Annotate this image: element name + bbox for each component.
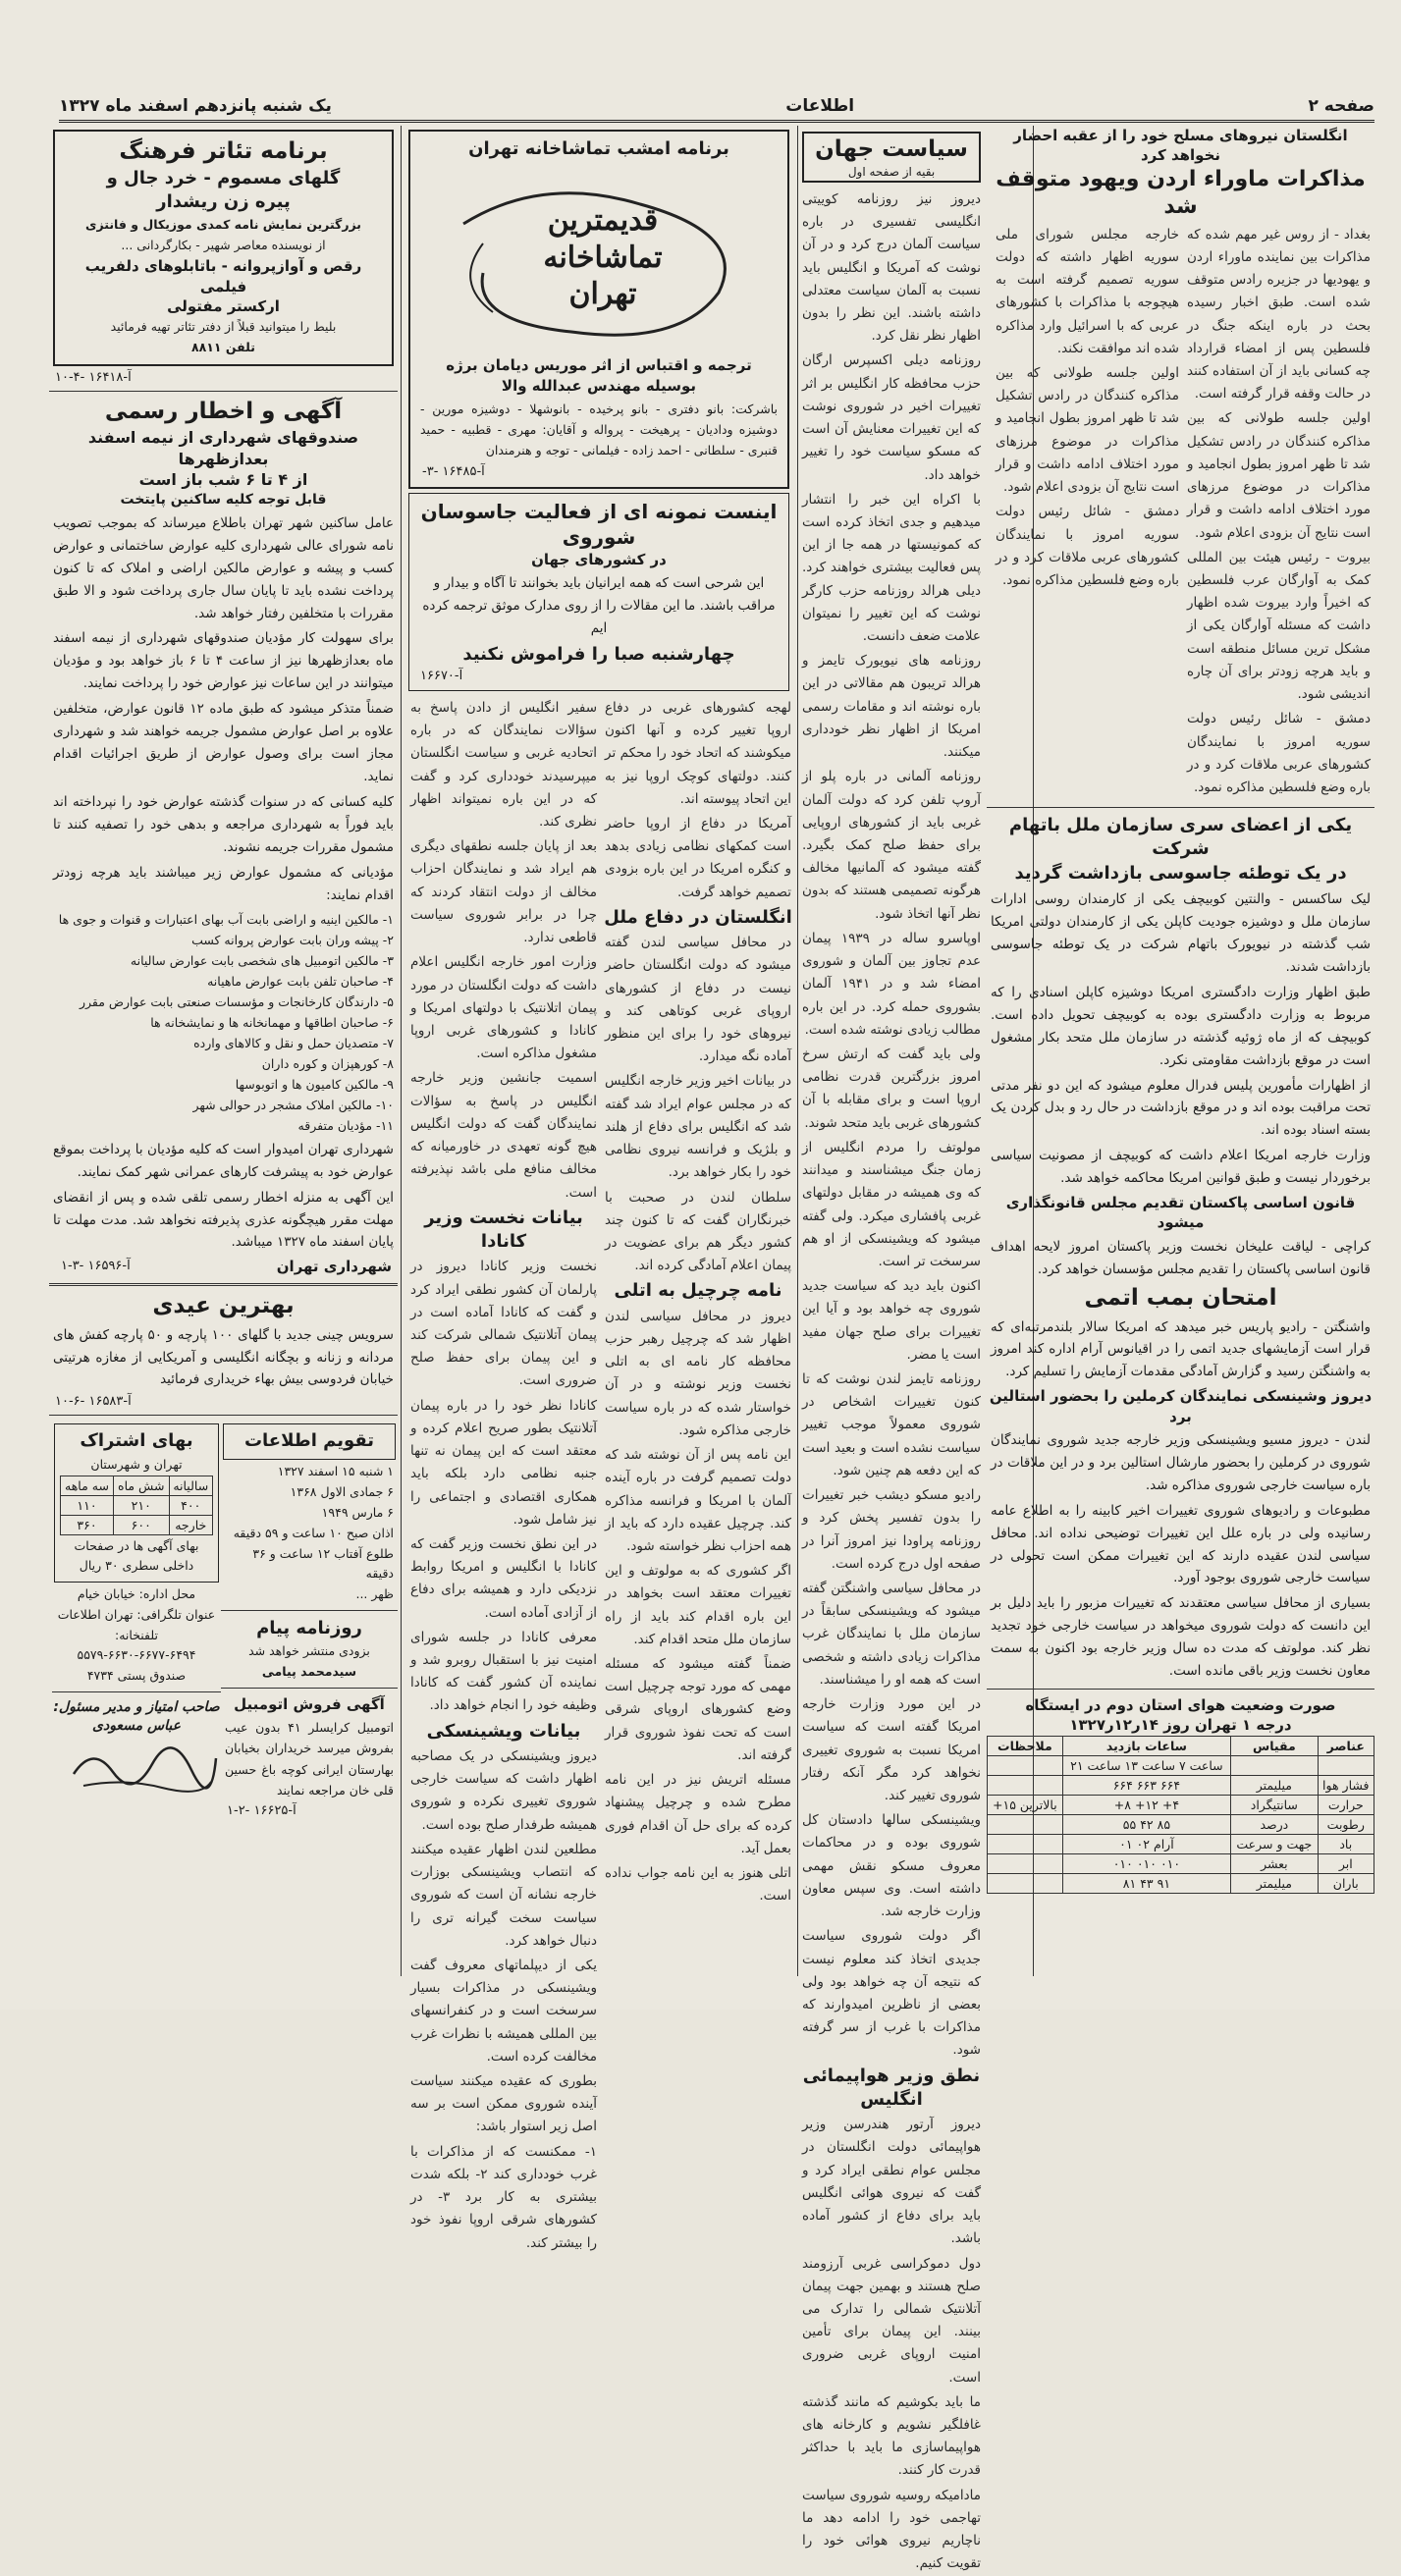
lead-headline-1: انگلستان نیروهای مسلح خود را از عقبه احضار نخواهد کرد <box>1013 127 1348 165</box>
address-line: تلفنخانه: ۶۴۹۴-۶۶۷۷-۶۶۳۰-۵۵۷۹ <box>77 1627 196 1662</box>
world-politics-title: سیاست جهان <box>815 136 968 162</box>
center-headline: بیانات ویشینسکی <box>426 1720 581 1742</box>
table-row <box>61 1495 213 1515</box>
center-headline: نامه چرچیل به اتلی <box>614 1280 782 1302</box>
calendar-row: طلوع آفتاب ۱۲ ساعت و ۳۶ دقیقه <box>252 1545 394 1581</box>
list-item: ۶- صاحبان اطاقها و مهمانخانه ها و نمایشخانه ها <box>150 1014 394 1030</box>
list-item: ۸- کورهپزان و کوره داران <box>261 1055 394 1071</box>
notice-paragraph: ضمناً متذکر میشود که طبق ماده ۱۲ قانون عوارض، متخلفین علاوه بر اصل عوارض مشمول جریمه خواهند شد و شهرداری مجاز است برای وصول عوارض از طریق اجرائیات اقدام نماید. <box>53 701 394 785</box>
owner-line: صاحب امتیاز و مدیر مسئول: عباس مسعودی <box>53 1698 220 1734</box>
article-paragraph: اولین جلسه طولانی که بین مذاکره کنندگان در رادس تشکیل شد تا ظهر امروز بطول انجامید و مذاکرات در موضوع مرزهای مورد اختلاف ادامه داشت و قرار است نتایج آن بزودی اعلام شود. <box>1187 410 1371 541</box>
play-translator: بوسیله مهندس عبدالله والا <box>501 376 697 395</box>
theater-title: برنامه امشب تماشاخانه تهران <box>468 138 729 159</box>
atom-headline: امتحان بمب اتمی <box>1084 1284 1277 1311</box>
table-cell <box>988 1834 1063 1853</box>
article-paragraph: با اکراه این خبر را انتشار میدهیم و جدی اتخاذ کرده است که کمونیستها در همه جا از این پس فعالیت بیشتری خواهند کرد. دیلی هرالد روزنامه حزب کارگر نوشت که این تغییر را نمیتوان علامت ضعف دانست. <box>802 491 981 645</box>
subscription-table <box>60 1476 213 1535</box>
article-paragraph: بسیاری از محافل سیاسی معتقدند که تغییرات مزبور را باید دلیل بر این دانست که دولت شوروی میخواهد در سیاست خارجی خود تجدید نظر کند. مولوتف که مدت ده سال وزیر خارجه بود اکنون به سمت معاون نخست وزیر باقی مانده است. <box>991 1595 1371 1680</box>
article-paragraph: لیک ساکسس - والنتین کوبیچف یکی از کارمندان روسی ادارات سازمان ملل و دوشیزه جودیت کاپلن یکی از کارمندان دولتی امریکا شب گذشته در نیویورک باتهام شرکت در یک توطئه جاسوسی بازداشت شدند. <box>991 891 1371 975</box>
world-politics-subtitle: بقیه از صفحه اول <box>847 164 936 179</box>
weather-table <box>987 1736 1374 1894</box>
table-cell: میلیمتر <box>1231 1873 1318 1893</box>
list-item: ۴- صاحبان تلفن بابت عوارض ماهیانه <box>207 973 394 989</box>
notice-subtitle: قابل توجه کلیه ساکنین پایتخت <box>120 491 327 508</box>
calendar-row: ۱ شنبه ۱۵ اسفند ۱۳۲۷ <box>277 1463 394 1478</box>
article-paragraph: ماداميكه روسيه شوروی سياست تهاجمی خود را ادامه دهد ما ناچاريم نيروی هوائی خود را تقويت كنيم. <box>802 2487 981 2572</box>
table-header: ساعات بازدید <box>1062 1736 1230 1755</box>
table-cell: ۴۰۰ <box>169 1495 213 1515</box>
article-paragraph: سلطان لندن در صحبت با خبرنگاران گفت که تا کنون چند کشور دیگر هم برای عضویت در پیمان اعلام آمادگی کرده اند. <box>605 1189 791 1274</box>
article-paragraph: این نامه پس از آن نوشته شد که دولت تصمیم گرفت در باره آینده آلمان با امریکا و فرانسه مذاکره کند. چرچیل عقیده دارد که باید از همه احزاب نظر خواسته شود. <box>605 1447 791 1554</box>
vishinsky-headline: دیروز وشینسکی نمایندگان کرملین را بحضور استالین برد <box>989 1387 1373 1425</box>
article-paragraph: دیروز نیز روزنامه کوییتی انگلیسی تفسیری در باره سیاست آلمان درج کرد و در آن نوشت که آمریکا و انگلیس باید نسبت به آلمان سیاست معتدلی داشته باشند. این نظر را بدون اظهار نظر نقل کرد. <box>802 190 981 345</box>
center-headline: بیانات نخست وزیر کانادا <box>424 1207 583 1253</box>
table-cell: خارجه <box>169 1515 213 1534</box>
column-right <box>987 126 1374 1981</box>
ad-ref: آ-۱۶۵۸۳ -۶-۱۰ <box>55 1394 132 1410</box>
spy-subheadline: در کشورهای جهان <box>531 550 667 568</box>
table-cell <box>988 1873 1063 1893</box>
theater-logo <box>416 165 781 351</box>
notice-paragraph: این آگهی به منزله اخطار رسمی تلقی شده و پس از انقضای مهلت مقرر هیچگونه عذری پذیرفته نخواهد شد. مدت مهلت تا پایان اسفند ماه ۱۳۲۷ میباشد. <box>53 1189 394 1251</box>
payam-sign: سیدمحمد پیامی <box>261 1663 357 1679</box>
table-cell: ۱۱۰ <box>61 1495 114 1515</box>
table-cell <box>988 1775 1063 1795</box>
ad-ref: آ-۱۶۴۸۵ -۳- <box>422 463 485 479</box>
spy-series-promo <box>408 493 789 691</box>
address-line: عنوان تلگرافی: تهران اطلاعات <box>57 1606 216 1622</box>
article-paragraph: روزنامه آلمانی در باره پلو از آروپ تلفن کرد که دولت آلمان غربی باید از کشورهای اروپایی برای حفظ صلح کمک بگیرد. گفته میشود که آلمانیها مخالف هرگونه تصمیمی هستند که بدون نظر آنها اتخاذ شود. <box>802 769 981 922</box>
calendar-row: ۶ جمادی الاول ۱۳۶۸ <box>290 1483 394 1499</box>
notice-list <box>49 910 398 1136</box>
table-cell: ۶۰۰ <box>113 1515 169 1534</box>
column-rule <box>401 126 402 1976</box>
article-paragraph: در بیانات اخیر وزیر خارجه انگلیس که در مجلس عوام ایراد شد گفته شد که انگلیس برای دفاع از هلند و بلژیک و فرانسه نیروی نظامی خود را بکار خواهد برد. <box>605 1073 791 1181</box>
notice-title: آگهی و اخطار رسمی <box>104 399 343 425</box>
lead-headline-2: مذاکرات ماوراء اردن ویهود متوقف شد <box>996 166 1366 220</box>
table-cell: شش ماه <box>113 1476 169 1495</box>
address-line: محل اداره: خیابان خیام <box>77 1585 196 1601</box>
table-cell: بعشر <box>1231 1853 1318 1873</box>
ad-line: ارکستر مفتولی <box>167 296 280 315</box>
calendar-row: ۶ مارس ۱۹۴۹ <box>321 1504 394 1520</box>
ad-ref: آ-۱۶۴۱۸ -۴-۱۰ <box>55 370 132 386</box>
article-paragraph: بیروت - رئیس هیئت بین المللی کمک به آوارگان عرب فلسطین که اخیراً وارد بیروت شده اظهار داشت که مسئله آوارگان یکی از مشکل ترین مسائل منطقه است و باید هرچه زودتر برای آن چاره اندیشی شود. <box>1187 549 1371 703</box>
list-item: ۵- دارندگان کارخانجات و مؤسسات صنعتی بابت عوارض مقرر <box>79 993 394 1009</box>
spy-promo-text: این شرحی است که همه ایرانیان باید بخوانند تا آگاه و بیدار و مراقب باشند. ما این مقالات را از روی مدارک موثق ترجمه کرده ایم <box>422 574 776 636</box>
payam-text: بزودی منتشر خواهد شد <box>248 1642 370 1658</box>
article-paragraph: اوپاسرو ساله در ۱۹۳۹ پیمان عدم تجاوز بین آلمان و شوروی امضاء شد و در ۱۹۴۱ آلمان بشوروی حمله کرد. در این باره مطالب زیادی نوشته شده است. <box>802 930 981 1038</box>
article-paragraph: کانادا نظر خود را در باره پیمان آتلانتیک بطور صریح اعلام کرده و معتقد است که این پیمان نه تنها جنبه نظامی دارد بلکه باید همکاری اقتصادی و اجتماعی را نیز شامل شود. <box>410 1397 597 1528</box>
list-item: ۹- مالکین کامیون ها و اتوبوسها <box>235 1076 394 1092</box>
article-paragraph: اگر دولت شوروی سیاست جدیدی اتخاذ کند معلوم نیست که نتیجه آن چه خواهد بود ولی بعضی از ناظرین امیدوارند که مذاکرات با غرب از سر گرفته شود. <box>802 1928 981 2059</box>
notice-paragraph: کلیه کسانی که در سنوات گذشته عوارض خود را نپرداخته اند باید فوراً به شهرداری مراجعه و بدهی خود را تصفیه کنند تا مشمول مقررات جریمه نشوند. <box>53 794 394 855</box>
spy-headline: اینست نمونه ای از فعالیت جاسوسان شوروی <box>420 499 778 549</box>
table-cell <box>988 1853 1063 1873</box>
ad-line: از نویسنده معاصر شهیر - بکارگردانی ... <box>121 238 326 253</box>
list-item: ۱۰- مالکین املاک مشجر در حوالی شهر <box>192 1097 394 1112</box>
article-paragraph: نخست وزیر کانادا دیروز در پارلمان آن کشور نطقی ایراد کرد و گفت که کانادا آماده است در پیمان آتلانتیک شمالی شرکت کند و این پیمان برای حفظ صلح ضروری است. <box>410 1259 597 1389</box>
list-item: ۲- پیشه وران بابت عوارض پروانه کسب <box>191 932 394 947</box>
calendar-box <box>221 1422 398 1820</box>
page-number: صفحه ۲ <box>1308 96 1374 116</box>
paper-name: اطلاعات <box>785 96 855 116</box>
table-cell: سالیانه <box>169 1476 213 1495</box>
ad-line: رقص و آوازپروانه - باتابلوهای دلفریب فیلمی <box>84 257 362 295</box>
table-cell: ۳۶۰ <box>61 1515 114 1534</box>
article-paragraph: وزارت امور خارجه انگلیس اعلام داشت که دولت انگلستان در مورد پیمان اتلانتیک با دولتهای امریکا و کانادا و کشورهای غربی اروپا مشغول مذاکره است. <box>410 954 597 1062</box>
ad-title: برنامه تئاتر فرهنگ <box>119 138 328 164</box>
table-row <box>988 1853 1374 1873</box>
article-paragraph: ویشینسکی سالها دادستان کل شوروی بوده و در محاکمات معروف مسکو نقش مهمی داشته است. وی سپس معاون وزارت خارجه شد. <box>802 1812 981 1920</box>
table-cell: رطوبت <box>1318 1814 1374 1834</box>
car-sale-text: اتومبیل کرایسلر ۴۱ بدون عیب بفروش میرسد خریداران بخیابان بهارستان ایرانی کوچه باغ حسین قلی خان مراجعه نمایند <box>225 1720 394 1798</box>
weather-headline-2: درجه ۱ تهران روز ۱۴ر۱۲ر۱۳۲۷ <box>1069 1716 1292 1735</box>
table-cell: ۸۵ ۴۲ ۵۵ <box>1062 1814 1230 1834</box>
article-paragraph: دیروز ویشینسکی در یک مصاحبه اظهار داشت که سیاست خارجی شوروی تغییری نکرده و شوروی همیشه طرفدار صلح بوده است. <box>410 1747 597 1833</box>
ad-line: بلیط را میتوانید قبلاً از دفتر تئاتر تهیه فرمائید <box>110 319 337 335</box>
article-paragraph: واشنگتن - رادیو پاریس خبر میدهد که امریکا سالار بلندمرتبه‌ای که قرار است آزمایشهای جدید اتمی را در اقیانوس آرام اداره کند امروز به واشنگتن رسید و گزارش آمادگی مقدمات آزمایش را تسلیم کرد. <box>991 1318 1371 1380</box>
article-paragraph: اتلی هنوز به این نامه جواب نداده است. <box>605 1865 791 1905</box>
table-cell: باد <box>1318 1834 1374 1853</box>
column-center <box>403 126 795 2251</box>
center-subcolumn-left <box>406 695 601 2257</box>
article-paragraph: کراچی - لیاقت علیخان نخست وزیر پاکستان امروز لایحه اهداف قانون اساسی پاکستان را تقدیم مجلس مؤسسان خواهد کرد. <box>991 1238 1371 1277</box>
spy-promo-date: چهارشنبه صبا را فراموش نکنید <box>462 643 735 665</box>
article-paragraph: مطلعین لندن اظهار عقیده میکنند که انتصاب ویشینسکی بوزارت خارجه نشانه آن است که شوروی سیاست سخت گیرانه تری را دنبال خواهد کرد. <box>410 1841 597 1949</box>
table-cell: ابر <box>1318 1853 1374 1873</box>
table-cell: باران <box>1318 1873 1374 1893</box>
handwritten-signature <box>64 1735 221 1794</box>
notice-paragraph: عامل ساکنین شهر تهران باطلاع میرساند که بموجب تصویب نامه شورای عالی شهرداری کلیه عوارض ساختمانی و عوارض کسب و پیشه و عوارض مالکین اراضی و املاک که تا کنون پرداخت نشده باید تا پایان سال جاری پرداخت شود و الا طبق مقررات با متخلفین رفتار خواهد شد. <box>53 514 394 621</box>
ad-ref: آ-۱۶۵۹۶ -۳-۱ <box>61 1259 131 1274</box>
table-header: مقیاس <box>1231 1736 1318 1755</box>
article-paragraph: در محافل سیاسی واشنگتن گفته میشود که ویشینسکی سابقاً در سازمان ملل با نمایندگان غرب مذاکرات زیادی داشته و شخصی است که همه او را میشناسند. <box>802 1581 981 1688</box>
address-line: صندوق پستی ۴۷۳۴ <box>86 1667 187 1683</box>
table-cell: فشار هوا <box>1318 1775 1374 1795</box>
theater-ad <box>408 130 789 489</box>
article-paragraph: سفیر انگلیس از دادن پاسخ به سؤالات نمایندگان که در باره اتحادیه غربی و سیاست انگلستان میپرسیدند خودداری کرد و گفت که در این باره نمیتواند اظهار نظری کند. <box>410 699 597 830</box>
table-header: عناصر <box>1318 1736 1374 1755</box>
theater-logo-line2: تماشاخانه <box>543 240 663 275</box>
subscription-title: بهای اشتراک <box>80 1430 193 1452</box>
article-paragraph: خارجه مجلس شورای ملی سوریه اظهار داشته که دولت سوریه تصمیم گرفته است به هیچوجه با مذاکرات با کشورهای عربی که با اسرائیل وارد مذاکره شده اند موافقت نکند. <box>996 226 1179 356</box>
farhang-theater-ad <box>53 130 394 366</box>
list-item: ۱۱- مؤدیان متفرقه <box>297 1117 394 1133</box>
article-paragraph: در این مورد وزارت خارجه امریکا گفته است که سیاست امریکا نسبت به شوروی تغییری نخواهد کرد مگر آنکه رفتار شوروی تغییر کند. <box>802 1696 981 1803</box>
article-paragraph: مطبوعات و رادیوهای شوروی تغییرات اخیر کابینه را به اطلاع عامه رسانیده ولی در باره علل این تغییرات توضیحی نداده اند. محافل سیاسی لندن عقیده دارند که این تغییرات ممکن است تحولی در سیاست خارجی شوروی بوجود آورد. <box>991 1502 1371 1586</box>
article-paragraph: روزنامه تایمز لندن نوشت که تا کنون تغییرات اشخاص در شوروی معمولاً موجب تغییر سیاست نشده است و بعید است که این دفعه هم چنین شود. <box>802 1371 981 1478</box>
article-paragraph: روزنامه های نیویورک تایمز و هرالد تریبون هم مقالاتی در این باره نوشته اند و مقامات رسمی امریکا از اظهار نظر خودداری میکنند. <box>802 653 981 761</box>
notice-signature: شهرداری تهران <box>276 1258 392 1276</box>
article-paragraph: دول دموکراسی غربی آرزومند صلح هستند و بهمین جهت پیمان آتلانتیک شمالی را تدارک می بینند. این پیمان برای تأمین امنیت اروپای غربی ضروری است. <box>802 2255 981 2386</box>
pakistan-headline: قانون اساسی پاکستان تقدیم مجلس قانونگذاری میشود <box>1005 1194 1356 1232</box>
article-paragraph: بغداد - از روس غیر مهم شده که مذاکرات بین نماینده ماوراء اردن و یهودیها در جزیره رادس متوقف شده است. طبق اخبار رسیده بحث در باره اینکه جنگ در فلسطین پس از امضاء قرارداد چه کسانی باید از آن استفاده کنند در حالت وقفه قرار گرفته است. <box>1187 226 1371 402</box>
table-cell: سانتیگراد <box>1231 1795 1318 1814</box>
list-item: ۱- مالکین اینیه و اراضی بابت آب بهای اعتبارات و قنوات و جوی ها <box>58 911 394 927</box>
column-left <box>49 126 398 1981</box>
play-credit: ترجمه و اقتباس از اثر موریس دیامان برژه <box>446 356 752 375</box>
theater-logo-line3: تهران <box>568 277 637 312</box>
ad-ref: آ-۱۶۶۷۰ <box>420 668 463 683</box>
article-paragraph: دیروز در محافل سیاسی لندن اظهار شد که چرچیل رهبر حزب محافظه کار نامه ای به اتلی نخست وزیر نوشته و در آن خواستار شده که در باره سیاست خارجی مذاکره شود. <box>605 1308 791 1438</box>
car-sale-title: آگهی فروش اتومبیل <box>234 1694 385 1713</box>
article-paragraph: در این نطق نخست وزیر گفت که کانادا با انگلیس و امریکا روابط نزدیکی دارد و همیشه برای دفاع از آزادی آماده است. <box>410 1535 597 1621</box>
article-paragraph: بطوری که عقیده میکنند سیاست آینده شوروی ممکن است بر سه اصل زیر استوار باشد: <box>410 2073 597 2135</box>
article-paragraph: طبق اظهار وزارت دادگستری امریکا دوشیزه کاپلن اسنادی را که مربوط به وزارت دادگستری بوده به کوبیچف تحویل داده است. کوبیچف که از ماه ژوئیه گذشته در سازمان ملل متحد بکار مشغول است در موقع بازداشت مقاومتی نکرد. <box>991 984 1371 1068</box>
table-row <box>988 1873 1374 1893</box>
table-cell: ۴+ ۱۲+ ۸+ <box>1062 1795 1230 1814</box>
subscription-box <box>52 1422 221 1820</box>
ad-ref: آ-۱۶۶۲۵ -۲-۱ <box>227 1803 296 1819</box>
article-paragraph: دمشق - شائل رئیس دولت سوریه امروز با نمایندگان کشورهای عربی ملاقات کرد و در باره وضع فلسطین مذاکره نمود. <box>1187 711 1371 795</box>
calendar-row: اذان صبح ۱۰ ساعت و ۵۹ دقیقه <box>233 1525 394 1540</box>
article-paragraph: لندن - دیروز مسیو ویشینسکی وزیر خارجه جدید شوروی نمایندگان شوروی در کرملین را بحضور مارشال استالین برد و در این ملاقات در باره سیاست خارجی شوروی مذاکره شد. <box>991 1431 1371 1493</box>
list-item: ۳- مالکین اتومبیل های شخصی بابت عوارض سالیانه <box>130 952 394 968</box>
subscription-note: بهای آگهی ها در صفحات داخلی سطری ۳۰ ریال <box>74 1537 199 1573</box>
notice-subtitle: صندوقهای شهرداری از نیمه اسفند بعدازظهرها <box>87 428 359 468</box>
center-headline: انگلستان در دفاع ملل <box>604 906 792 928</box>
table-row <box>61 1515 213 1534</box>
issue-date: یک شنبه پانزدهم اسفند ماه ۱۳۲۷ <box>59 96 332 116</box>
table-header: ملاحظات <box>988 1736 1063 1755</box>
payam-title: روزنامه پیام <box>256 1617 362 1638</box>
table-row <box>988 1814 1374 1834</box>
subscription-subtitle: تهران و شهرستان <box>90 1456 183 1472</box>
article-paragraph: بعد از پایان جلسه نطقهای دیگری هم ایراد شد و نمایندگان احزاب مخالف از دولت انتقاد کردند که چرا در برابر شوروی سیاست قاطعی ندارد. <box>410 838 597 946</box>
table-cell: ۶۶۴ ۶۶۳ ۶۶۴ <box>1062 1775 1230 1795</box>
article-paragraph: ما باید بکوشیم که مانند گذشته غافلگیر نشویم و کارخانه های هواپیماسازی ما باید با حداکثر قدرت کار کنند. <box>802 2393 981 2479</box>
table-cell: ۰۱۰ ۰۱۰ ۰۱۰ <box>1062 1853 1230 1873</box>
ad-line: پیره زن ریشدار <box>156 191 291 213</box>
article-paragraph: رادیو مسکو دیشب خبر تغییرات را بدون تفسیر پخش کرد و روزنامه پراودا نیز امروز آنرا در صفحه اول درج کرده است. <box>802 1487 981 1572</box>
table-cell: میلیمتر <box>1231 1775 1318 1795</box>
table-row <box>988 1775 1374 1795</box>
table-cell: ۹۱ ۴۳ ۸۱ <box>1062 1873 1230 1893</box>
article-paragraph: لهجه کشورهای غربی در دفاع اروپا تغییر کرده و آنها اکنون میکوشند که اتحاد خود را محکم تر کنند. دولتهای کوچک اروپا نیز به این اتحاد پیوسته اند. <box>605 699 791 807</box>
notice-paragraph: شهرداری تهران امیدوار است که کلیه مؤدیان با پرداخت بموقع عوارض خود به پیشرفت کارهای عمرانی شهر کمک نمایند. <box>53 1141 394 1180</box>
column-world-politics <box>798 126 985 2572</box>
notice-subtitle: از ۴ تا ۶ شب باز است <box>138 470 308 490</box>
article-paragraph: روزنامه دیلی اکسپرس ارگان حزب محافظه کار انگلیس بر اثر تغییرات اخیر در شوروی نوشت که این تغییرات معنایش آن است که مسکو سیاست خود را تغییر خواهد داد. <box>802 352 981 483</box>
calendar-title: تقویم اطلاعات <box>243 1430 375 1452</box>
cast-list: باشرکت: بانو دفتری - بانو پرخیده - بانوشهلا - دوشیزه مورین - دوشیزه وداديان - پرهيخت - پرواله و آقايان: مهری - قطبيه - حميد قنبری - سلطانی - احمد زاده - فیلمانی - توجه و هنرمندان <box>420 401 778 458</box>
calendar-row: ظهر ... <box>355 1585 394 1601</box>
table-cell: بالاترین ۱۵+ <box>988 1795 1063 1814</box>
best-gift-text: سرویس چینی جدید با گلهای ۱۰۰ پارچه و ۵۰ پارچه کفش های مردانه و زنانه و بچگانه انگلیسی و آمریکایی از مغازه هرتیتی خیابان فردوسی بیش بهاء خریداری فرمائید <box>53 1326 394 1388</box>
article-paragraph: از اظهارات مأمورین پلیس فدرال معلوم میشود که این دو نفر مدتی تحت مراقبت بوده اند و در موقع بازداشت در حال رد و بدل کردن یک بسته اسناد بوده اند. <box>991 1077 1371 1139</box>
table-cell: سه ماهه <box>61 1476 114 1495</box>
aviation-headline: نطق وزیر هواپیمائی انگلیس <box>802 2065 981 2110</box>
table-row <box>61 1476 213 1495</box>
center-subcolumn-right <box>601 695 795 2257</box>
article-paragraph: معرفی کانادا در جلسه شورای امنیت نیز با استقبال روبرو شد و نماینده آن کشور گفت که کانادا وظیفه خود را انجام خواهد داد. <box>410 1629 597 1714</box>
notice-paragraph: برای سهولت کار مؤدیان صندوقهای شهرداری از نیمه اسفند ماه بعدازظهرها نیز از ساعت ۴ تا ۶ باز خواهد بود و مؤدیان میتوانند در این ساعات نیز عوارض خود را پرداخت نمایند. <box>53 630 395 692</box>
table-subheader: ساعت ۷ ساعت ۱۳ ساعت ۲۱ <box>1062 1755 1230 1775</box>
table-cell <box>988 1814 1063 1834</box>
article-paragraph: ولی باید گفت که ارتش سرخ امروز بزرگترین قدرت نظامی اروپا است و برای مقابله با آن کشورهای غربی باید متحد شوند. <box>802 1046 981 1131</box>
weather-headline-1: صورت وضعیت هوای استان دوم در ایستگاه <box>1025 1696 1336 1715</box>
table-cell: جهت و سرعت <box>1231 1834 1318 1853</box>
article-paragraph: اولین جلسه طولانی که بین مذاکره کنندگان در رادس تشکیل شد تا ظهر امروز بطول انجامید و مذاکرات در موضوع مرزهای مورد اختلاف ادامه داشت و قرار است نتایج آن بزودی اعلام شود. <box>996 365 1179 496</box>
article-paragraph: آمریکا در دفاع از اروپا حاضر است کمکهای نظامی زیادی بدهد و کنگره امریکا در این باره بزودی تصمیم خواهد گرفت. <box>605 816 791 900</box>
article-paragraph: ۱- ممکنست که از مذاکرات با غرب خودداری کند ۲- بلکه شدت بیشتری به کار برد ۳- در کشورهای شرقی اروپا نفوذ خود را بیشتر کند. <box>410 2143 598 2251</box>
article-paragraph: اسمیت جانشین وزیر خارجه انگلیس در پاسخ به سؤالات نمایندگان گفت که دولت انگلیس هیچ گونه تعهدی در خاورمیانه که مخالف منافع ملی باشد نپذیرفته است. <box>410 1070 597 1201</box>
spy-arrest-headline-1: یکی از اعضای سری سازمان ملل باتهام شرکت <box>1008 815 1353 860</box>
article-paragraph: ضمناً گفته میشود که مسئله مهمی که مورد توجه چرچیل است وضع کشورهای اروپای شرقی است که تحت نفوذ شوروی قرار گرفته اند. <box>605 1656 791 1763</box>
list-item: ۷- متصدیان حمل و نقل و کالاهای وارده <box>193 1035 394 1050</box>
article-paragraph: در محافل سیاسی لندن گفته میشود که دولت انگلستان حاضر نیست در دفاع از کشورهای اروپای غربی کوتاهی کند و نیروهای خود را برای این منظور آماده نگه میدارد. <box>605 935 791 1065</box>
article-paragraph: دیروز آرتور هندرسن وزیر هواپیمائی دولت انگلستان در مجلس عوام نطقی ایراد کرد و گفت که نیروی هوائی انگلیس باید برای دفاع از کشور آماده باشد. <box>802 2117 981 2247</box>
article-paragraph: مولوتف را مردم انگلیس از زمان جنگ میشناسند و میدانند که وی همیشه در مقابل دولتهای غربی پافشاری میکرد. ولی گفته میشود که ویشینسکی از او هم سرسخت تر است. <box>802 1139 981 1269</box>
article-paragraph: اگر کشوری که به مولوتف و این تغییرات معتقد است بخواهد در این باره اقدام کند باید از راه سازمان ملل متحد اقدام کند. <box>605 1563 791 1647</box>
ad-line: بزرگترین نمایش نامه کمدی موزیکال و فانتزی <box>85 217 361 233</box>
table-cell: درصد <box>1231 1814 1318 1834</box>
notice-paragraph: مؤدیانی که مشمول عوارض زیر میباشند باید هرچه زودتر اقدام نمایند: <box>53 864 394 903</box>
table-cell: حرارت <box>1318 1795 1374 1814</box>
masthead <box>59 96 1374 116</box>
table-row <box>988 1795 1374 1814</box>
table-row <box>988 1834 1374 1853</box>
ad-phone: تلفن ۸۸۱۱ <box>191 340 255 355</box>
table-cell: آرام ۰۲ ۰۱ <box>1062 1834 1230 1853</box>
article-paragraph: دمشق - شائل رئیس دولت سوریه امروز با نمایندگان کشورهای عربی ملاقات کرد و در باره وضع فلسطین مذاکره نمود. <box>996 504 1179 588</box>
ad-line: گلهای مسموم - خرد جال و <box>106 167 341 188</box>
spy-arrest-headline-2: در یک توطئه جاسوسی بازداشت گردید <box>1014 862 1347 884</box>
table-cell: ۲۱۰ <box>113 1495 169 1515</box>
best-gift-title: بهترین عیدی <box>152 1292 295 1318</box>
theater-logo-line1: قدیمترین <box>547 203 659 239</box>
article-paragraph: وزارت خارجه امریکا اعلام داشت که کوبیچف از مصونیت سیاسی برخوردار نیست و طبق قوانین امریکا محاکمه خواهد شد. <box>991 1148 1371 1187</box>
article-paragraph: اکنون باید دید که سیاست جدید شوروی چه خواهد بود و آیا این تغییرات برای صلح جهان مفید است یا مضر. <box>802 1278 981 1363</box>
article-paragraph: مسئله اتریش نیز در این نامه مطرح شده و چرچیل پیشنهاد کرده که برای حل آن اقدام فوری بعمل آید. <box>605 1772 791 1856</box>
article-paragraph: یکی از دیپلماتهای معروف گفت ویشینسکی در مذاکرات بسیار سرسخت است و در کنفرانسهای بین المللی همیشه با نظرات غرب مخالفت کرده است. <box>410 1957 597 2065</box>
